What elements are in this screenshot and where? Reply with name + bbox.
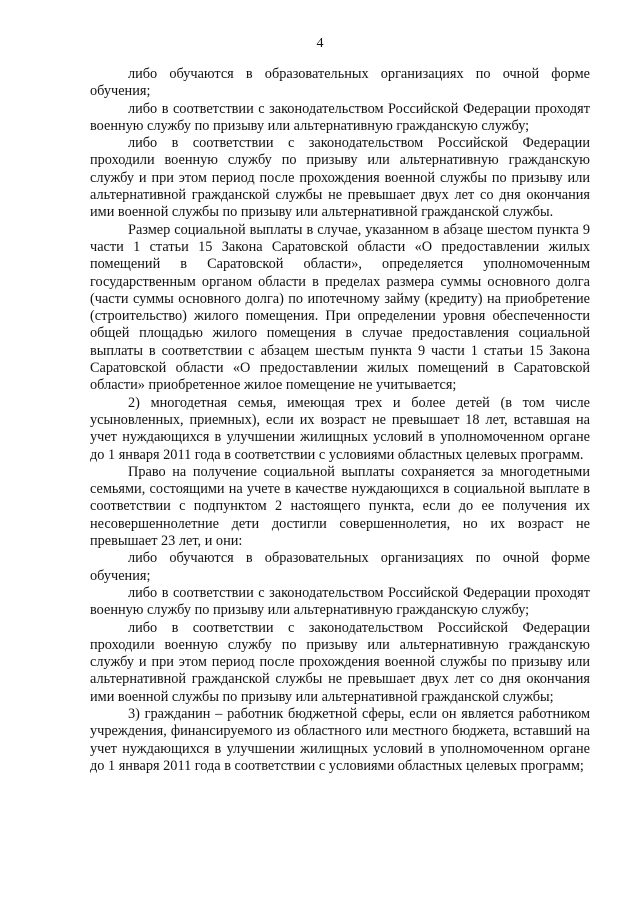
paragraph: 2) многодетная семья, имеющая трех и более детей (в том числе усыновленных, приемных), если их возраст не превышает 18 лет, вставшая на учет нуждающихся в улучшении жилищных условий в уполномоченном органе до 1 января 2011 года в соответствии с условиями областных целевых программ. <box>90 394 590 463</box>
paragraph: либо обучаются в образовательных организациях по очной форме обучения; <box>90 66 590 100</box>
paragraph: либо в соответствии с законодательством Российской Федерации проходили военную службу по призыву или альтернативную гражданскую службу и при этом период после прохождения военной службы по призыву или альтернативной гражданской службы не превышает двух лет со дня окончания ими военной службы по призыву или альтернативной гражданской службы. <box>90 135 590 221</box>
paragraph: либо в соответствии с законодательством Российской Федерации проходят военную службу по призыву или альтернативную гражданскую службу; <box>90 100 590 134</box>
paragraph: либо в соответствии с законодательством Российской Федерации проходят военную службу по призыву или альтернативную гражданскую службу; <box>90 584 590 619</box>
paragraph: либо обучаются в образовательных организациях по очной форме обучения; <box>90 550 590 584</box>
paragraph: либо в соответствии с законодательством Российской Федерации проходили военную службу по призыву или альтернативную гражданскую службу и при этом период после прохождения военной службы по призыву или альтернативной гражданской службы не превышает двух лет со дня окончания ими военной службы по призыву или альтернативной гражданской службы; <box>90 619 590 705</box>
page-number: 4 <box>316 36 324 51</box>
paragraph: Право на получение социальной выплаты сохраняется за многодетными семьями, состоящими на учете в качестве нуждающихся в социальной выплате в соответствии с подпунктом 2 настоящего пункта, если до ее получения их несовершеннолетние дети достигли совершеннолетия, но их возраст не превышает 23 лет, и они: <box>90 463 590 550</box>
paragraph: Размер социальной выплаты в случае, указанном в абзаце шестом пункта 9 части 1 статьи 15 Закона Саратовской области «О предоставлении жилых помещений в Саратовской области», определяется уполномоченным государственным органом области в пределах размера суммы основного долга (части суммы основного долга) по ипотечному займу (кредиту) на приобретение (строительство) жилого помещения. При определении уровня обеспеченности общей площадью жилого помещения в случае предоставления социальной выплаты в соответствии с абзацем шестым пункта 9 части 1 статьи 15 Закона Саратовской области «О предоставлении жилых помещений в Саратовской области» приобретенное жилое помещение не учитывается; <box>90 221 590 394</box>
document-body <box>90 66 590 775</box>
paragraph: 3) гражданин – работник бюджетной сферы, если он является работником учреждения, финансируемого из областного или местного бюджета, вставший на учет нуждающихся в улучшении жилищных условий в уполномоченном органе до 1 января 2011 года в соответствии с условиями областных целевых программ; <box>90 705 590 774</box>
